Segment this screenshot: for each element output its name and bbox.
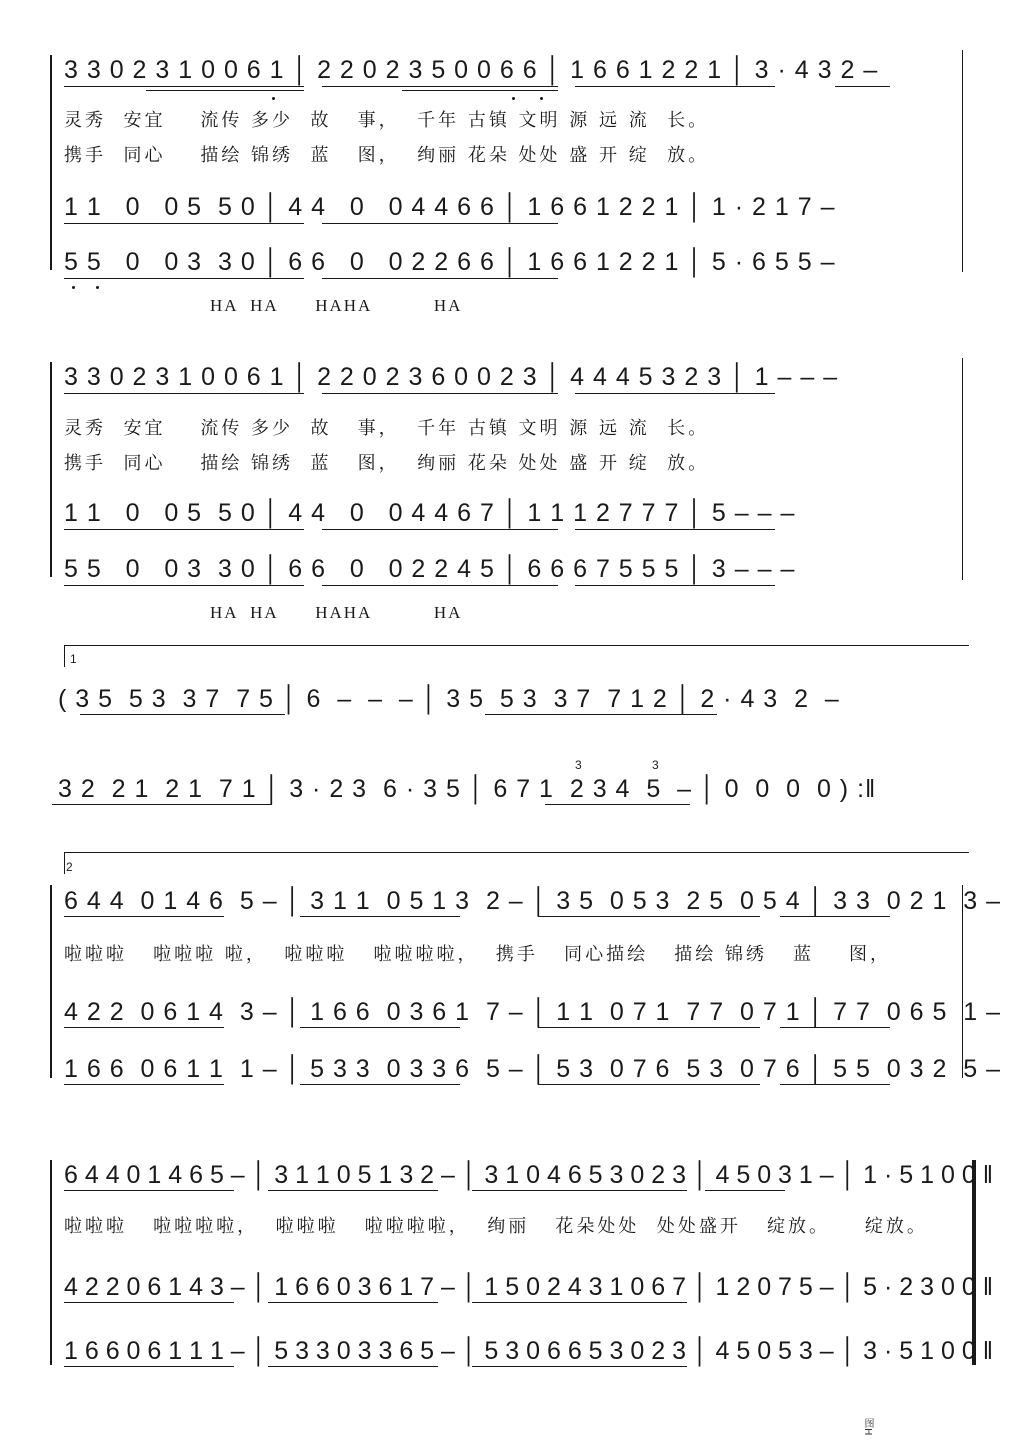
system3-beam: [780, 1084, 890, 1085]
system2-beam: [322, 393, 558, 394]
system3-voice1: 6 4 4 0 1 4 6 5 – │ 3 1 1 0 5 1 3 2 – │ 3 5 0 5 3 2 5 0 5 4 │ 3 3 0 2 1 3 –: [64, 887, 1002, 915]
system3-voice3: 1 6 6 0 6 1 1 1 – │ 5 3 3 0 3 3 6 5 – │ 5 3 0 7 6 5 3 0 7 6 │ 5 5 0 3 2 5 –: [64, 1055, 1002, 1083]
system1-beam: [322, 223, 558, 224]
system1-beam: [575, 86, 775, 87]
system2-beam: [575, 585, 775, 586]
system3-lyric: 啦啦啦 啦啦啦 啦， 啦啦啦 啦啦啦啦， 携手 同心描绘 描绘 锦绣 蓝 图，: [64, 944, 892, 965]
low-octave-dot: [512, 97, 515, 100]
low-octave-dot: [540, 97, 543, 100]
system4-beam: [64, 1302, 234, 1303]
system1-voice3: 5 5 0 0 3 3 0 │ 6 6 0 0 2 2 6 6 │ 1 6 6 1 2 2 1 │ 5 · 6 5 5 –: [64, 248, 836, 276]
low-octave-dot: [272, 97, 275, 100]
system1-voice2: 1 1 0 0 5 5 0 │ 4 4 0 0 4 4 6 6 │ 1 6 6 1 2 2 1 │ 1 · 2 1 7 –: [64, 193, 836, 221]
system4-beam: [268, 1302, 438, 1303]
ending1-bracket-top: [64, 645, 969, 646]
system2-lyric-verse1: 灵秀 安宜 流传 多少 故 事， 千年 古镇 文明 源 远 流 长。: [64, 418, 710, 439]
system4-beam: [472, 1190, 687, 1191]
system3-beam: [780, 1027, 890, 1028]
system2-voice1: 3 3 0 2 3 1 0 0 6 1 │ 2 2 0 2 3 6 0 0 2 3 │ 4 4 4 5 3 2 3 │ 1 – – –: [64, 363, 839, 391]
system3-beam: [64, 1084, 224, 1085]
system3-beam: [538, 916, 760, 917]
interlude-beam: [545, 804, 690, 805]
system2-voice2: 1 1 0 0 5 5 0 │ 4 4 0 0 4 4 6 7 │ 1 1 1 2 7 7 7 │ 5 – – –: [64, 499, 796, 527]
system3-beam: [300, 1027, 460, 1028]
system4-voice1: 6 4 4 0 1 4 6 5 – │ 3 1 1 0 5 1 3 2 – │ 3 1 0 4 6 5 3 0 2 3 │ 4 5 0 3 1 – │ 1 · 5 1 0 0 ‖: [64, 1161, 994, 1189]
system1-bracket: [50, 55, 52, 270]
system1-beam: [322, 86, 558, 87]
system2-beam: [575, 393, 775, 394]
system1-beam: [146, 90, 304, 91]
system2-beam: [64, 393, 304, 394]
system4-beam: [472, 1366, 687, 1367]
triplet-mark: 3: [652, 758, 659, 772]
system1-voice1: 3 3 0 2 3 1 0 0 6 1 │ 2 2 0 2 3 5 0 0 6 6 │ 1 6 6 1 2 2 1 │ 3 · 4 3 2 –: [64, 56, 879, 84]
system2-beam: [322, 585, 558, 586]
system4-beam: [64, 1366, 234, 1367]
ending2-bracket-top: [64, 852, 969, 853]
system3-beam: [780, 916, 890, 917]
system1-lyric-verse1: 灵秀 安宜 流传 多少 故 事， 千年 古镇 文明 源 远 流 长。: [64, 110, 710, 131]
interlude-beam: [80, 714, 285, 715]
system1-beam: [402, 90, 558, 91]
ending1-bracket-left: [64, 645, 65, 667]
system3-beam: [300, 916, 460, 917]
system3-voice2: 4 2 2 0 6 1 4 3 – │ 1 6 6 0 3 6 1 7 – │ 1 1 0 7 1 7 7 0 7 1 │ 7 7 0 6 5 1 –: [64, 998, 1002, 1026]
system4-beam: [268, 1366, 438, 1367]
ending2-label: 2: [66, 860, 73, 874]
system1-beam: [322, 278, 558, 279]
system2-end-barline: [962, 358, 963, 580]
triplet-mark: 3: [575, 758, 582, 772]
system1-end-barline: [962, 50, 963, 272]
system4-beam: [268, 1190, 438, 1191]
system4-final-barline: [972, 1160, 976, 1365]
system4-voice3: 1 6 6 0 6 1 1 1 – │ 5 3 3 0 3 3 6 5 – │ 5 3 0 6 6 5 3 0 2 3 │ 4 5 0 5 3 – │ 3 · 5 1 0 0 ‖: [64, 1337, 994, 1365]
system3-beam: [538, 1084, 760, 1085]
system2-beam: [64, 585, 304, 586]
system2-lyric-verse2: 携手 同心 描绘 锦绣 蓝 图， 绚丽 花朵 处处 盛 开 绽 放。: [64, 453, 710, 474]
low-octave-dot: [72, 286, 75, 289]
interlude-line1: ( 3 5 5 3 3 7 7 5 │ 6 – – – │ 3 5 5 3 3 7 7 1 2 │ 2 · 4 3 2 –: [58, 685, 840, 713]
system4-lyric: 啦啦啦 啦啦啦啦， 啦啦啦 啦啦啦啦， 绚丽 花朵处处 处处盛开 绽放。 绽放。: [64, 1216, 928, 1237]
ending2-bracket-left: [64, 852, 65, 874]
system2-beam: [322, 529, 558, 530]
system4-beam: [705, 1190, 785, 1191]
system1-beam: [835, 86, 890, 87]
system1-beam: [64, 223, 304, 224]
interlude-line2: 3 2 2 1 2 1 7 1 │ 3 · 2 3 6 · 3 5 │ 6 7 1 2 3 4 5 – │ 0 0 0 0 ) :‖: [58, 775, 877, 803]
system2-beam: [575, 529, 775, 530]
interlude-beam: [52, 804, 272, 805]
system1-beam: [64, 86, 304, 87]
system1-ha-syllables: HA HA HAHA HA: [210, 296, 463, 315]
ending1-label: 1: [70, 652, 77, 666]
system3-bracket: [50, 885, 52, 1078]
system4-beam: [64, 1190, 234, 1191]
system1-beam: [64, 278, 304, 279]
system2-voice3: 5 5 0 0 3 3 0 │ 6 6 0 0 2 2 4 5 │ 6 6 6 7 5 5 5 │ 3 – – –: [64, 555, 796, 583]
system3-beam: [538, 1027, 760, 1028]
system2-bracket: [50, 362, 52, 577]
interlude-beam: [485, 714, 717, 715]
system2-ha-syllables: HA HA HAHA HA: [210, 603, 463, 622]
system4-voice2: 4 2 2 0 6 1 4 3 – │ 1 6 6 0 3 6 1 7 – │ 1 5 0 2 4 3 1 0 6 7 │ 1 2 0 7 5 – │ 5 · 2 3 0 0 ‖: [64, 1273, 994, 1301]
system1-lyric-verse2: 携手 同心 描绘 锦绣 蓝 图， 绚丽 花朵 处处 盛 开 绽 放。: [64, 145, 710, 166]
system3-beam: [64, 1027, 224, 1028]
system4-bracket: [50, 1160, 52, 1365]
system3-beam: [64, 916, 224, 917]
system3-beam: [300, 1084, 460, 1085]
system4-beam: [472, 1302, 687, 1303]
page-corner-mark: 图H: [862, 1418, 873, 1436]
low-octave-dot: [96, 286, 99, 289]
system2-beam: [64, 529, 304, 530]
